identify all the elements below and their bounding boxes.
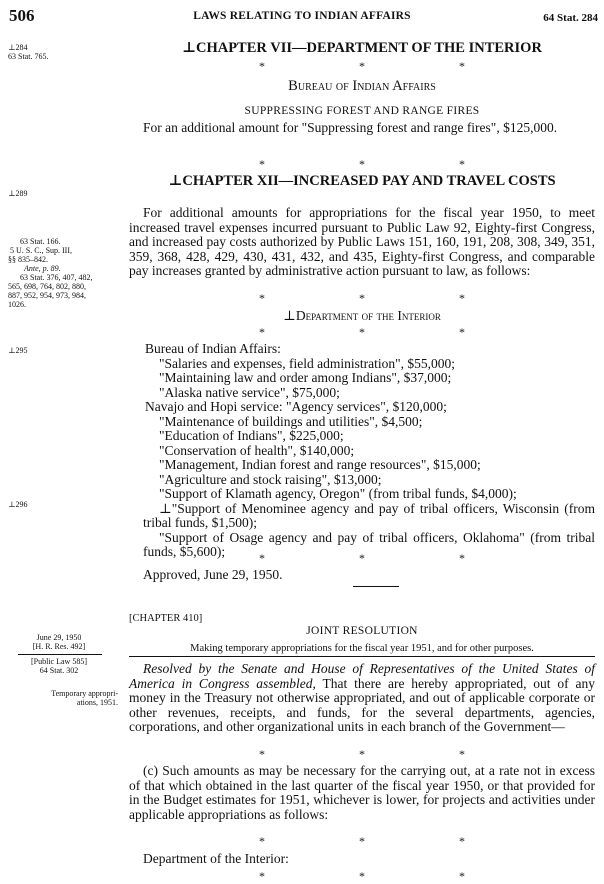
- bureau-heading: Bureau of Indian Affairs: [288, 78, 436, 94]
- list-item: "Conservation of health", $140,000;: [159, 442, 355, 458]
- list-item: Navajo and Hopi service: "Agency services", $120,000;: [145, 399, 447, 414]
- list-item: "Maintaining law and order among Indians", $37,000;: [159, 370, 452, 385]
- margin-note-public-law: [Public Law 585] 64 Stat. 302: [31, 657, 87, 675]
- chapter-410-label: [CHAPTER 410]: [129, 613, 203, 624]
- list-item: ⊥"Support of Menominee agency and pay of tribal officers, Wisconsin (from tribal funds, $1,500);: [143, 500, 595, 530]
- list-item: "Maintenance of buildings and utilities", $4,500;: [159, 413, 423, 429]
- joint-resolution-title: JOINT RESOLUTION: [306, 625, 418, 637]
- list-intro: Bureau of Indian Affairs:: [145, 341, 281, 356]
- margin-note-289: ⊥289: [8, 189, 28, 198]
- approved-date: Approved, June 29, 1950.: [143, 567, 283, 582]
- margin-note-295: ⊥295: [8, 346, 28, 355]
- stat-reference: 64 Stat. 284: [543, 12, 598, 24]
- list-item: "Support of Klamath agency, Oregon" (from tribal funds, $4,000);: [159, 486, 517, 501]
- margin-note-296: ⊥296: [8, 500, 28, 509]
- stars-row: * * *: [259, 59, 465, 73]
- margin-note-284: ⊥284: [8, 43, 28, 52]
- chapter-12-text: For additional amounts for appropriations for the fiscal year 1950, to meet increased travel expenses incurred pursuant to Public Law 92, Eighty-first Congress, and increased pay costs authorized by Public Laws 151, 160, 191, 208, 308, 349, 351, 359, 368, 428, 429, 430, 431, 432, and 435, Eighty-first Congress, and comparable pay increases granted by administrative action pursuant to law, as follows:: [129, 205, 595, 278]
- stars-row: * * *: [259, 291, 465, 305]
- list-item: "Education of Indians", $225,000;: [159, 428, 344, 443]
- subtitle-rule: [129, 656, 595, 657]
- margin-note-stat765: 63 Stat. 765.: [8, 52, 49, 61]
- stars-row: * * *: [259, 325, 465, 339]
- resolved-paragraph: Resolved by the Senate and House of Representatives of the United States of America in Congress assembled, That there are hereby appropriated, out of any money in the Treasury not otherwise appropriated, and out of applicable corporate or other revenues, receipts, and funds, for the several departments, agencies, corporations, and other organizational units in each branch of the Government—: [129, 661, 595, 734]
- page-number: 506: [9, 6, 35, 25]
- margin-note-citations: 63 Stat. 166. 5 U. S. C., Sup. III, §§ 835–842. Ante, p. 89. 63 Stat. 376, 407, 482, 565, 698, 764, 802, 880, 887, 952, 954, 973, 984, 1026.: [8, 237, 93, 309]
- stars-row: * * *: [259, 834, 465, 848]
- joint-resolution-subtitle: Making temporary appropriations for the fiscal year 1951, and for other purposes.: [190, 643, 534, 654]
- closing-rule: [353, 586, 399, 587]
- margin-rule: [18, 654, 102, 655]
- list-item: "Management, Indian forest and range resources", $15,000;: [159, 457, 481, 472]
- section-subheading: SUPPRESSING FOREST AND RANGE FIRES: [244, 105, 480, 117]
- department-heading: ⊥Department of the Interior: [283, 308, 441, 323]
- list-item: "Alaska native service", $75,000;: [159, 384, 340, 400]
- list-item: "Support of Osage agency and pay of tribal officers, Oklahoma" (from tribal funds, $5,600);: [143, 529, 595, 559]
- margin-note-temporary: Temporary appropri- ations, 1951.: [51, 689, 118, 707]
- resolved-clause: Resolved by the Senate and House of Representatives of the United States of America in Congress assembled,: [129, 661, 595, 691]
- chapter-12-heading: ⊥CHAPTER XII—INCREASED PAY AND TRAVEL COSTS: [168, 173, 556, 189]
- margin-note-date: June 29, 1950 [H. R. Res. 492]: [32, 633, 86, 651]
- stars-row: * * *: [259, 747, 465, 761]
- chapter-7-text: For an additional amount for "Suppressing forest and range fires", $125,000.: [143, 120, 558, 135]
- department-of-interior-label: Department of the Interior:: [143, 851, 289, 866]
- chapter-7-heading: ⊥CHAPTER VII—DEPARTMENT OF THE INTERIOR: [182, 40, 542, 56]
- list-item: "Agriculture and stock raising", $13,000;: [159, 471, 382, 487]
- stars-row: * * *: [259, 157, 465, 171]
- stars-row: * * *: [259, 551, 465, 565]
- list-item: "Salaries and expenses, field administration", $55,000;: [159, 355, 455, 371]
- running-title: LAWS RELATING TO INDIAN AFFAIRS: [193, 10, 411, 22]
- appropriations-list: [129, 342, 595, 560]
- stars-row: * * *: [259, 869, 465, 883]
- paragraph-c: (c) Such amounts as may be necessary for the carrying out, at a rate not in excess of that which obtained in the last quarter of the fiscal year 1950, or that provided for in the Budget estimates for 1951, whichever is lower, for projects and activities under applicable appropriations as follows:: [129, 763, 595, 822]
